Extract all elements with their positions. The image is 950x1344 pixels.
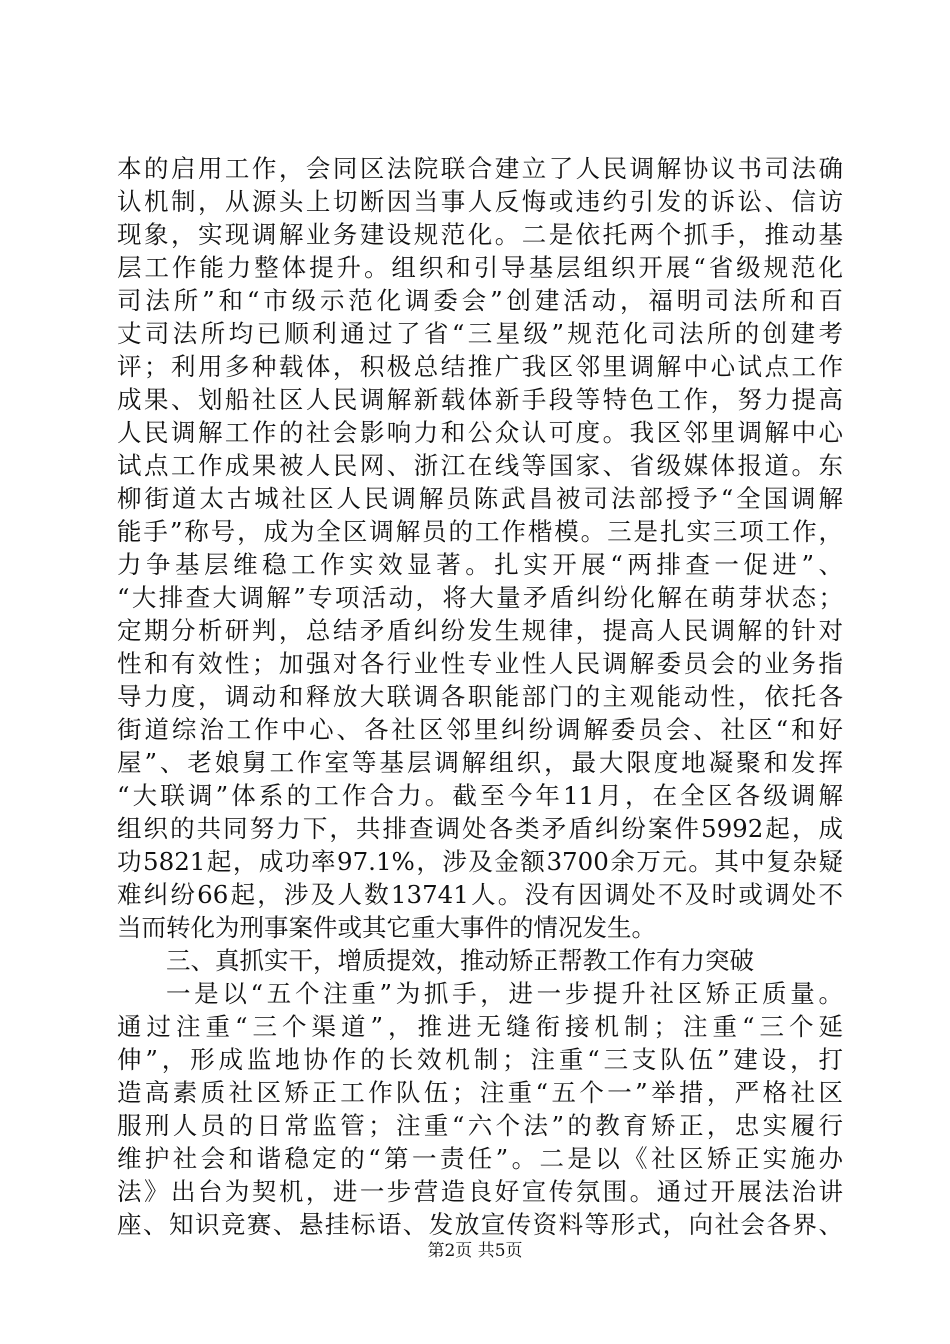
- text-line: 一是以“五个注重”为抓手，进一步提升社区矫正质量。: [166, 979, 843, 1008]
- text-line: 屋”、老娘舅工作室等基层调解组织，最大限度地凝聚和发挥: [117, 748, 843, 777]
- text-line: 能手”称号，成为全区调解员的工作楷模。三是扎实三项工作，: [117, 517, 843, 546]
- text-line: 功5821起，成功率97.1%，涉及金额3700余万元。其中复杂疑: [117, 847, 843, 876]
- text-line: 难纠纷66起，涉及人数13741人。没有因调处不及时或调处不: [117, 880, 843, 909]
- document-body: [117, 152, 843, 1241]
- text-line: 服刑人员的日常监管；注重“六个法”的教育矫正，忠实履行: [117, 1111, 843, 1140]
- text-line: 丈司法所均已顺利通过了省“三星级”规范化司法所的创建考: [117, 319, 843, 348]
- text-line: 三、真抓实干，增质提效，推动矫正帮教工作有力突破: [166, 946, 754, 975]
- text-line: 伸”，形成监地协作的长效机制；注重“三支队伍”建设，打: [117, 1045, 843, 1074]
- text-line: 造高素质社区矫正工作队伍；注重“五个一”举措，严格社区: [117, 1078, 843, 1107]
- text-line: “大排查大调解”专项活动，将大量矛盾纠纷化解在萌芽状态；: [117, 583, 843, 612]
- text-line: 试点工作成果被人民网、浙江在线等国家、省级媒体报道。东: [117, 451, 843, 480]
- text-line: 成果、划船社区人民调解新载体新手段等特色工作，努力提高: [117, 385, 843, 414]
- text-line: 认机制，从源头上切断因当事人反悔或违约引发的诉讼、信访: [117, 187, 843, 216]
- text-line: 性和有效性；加强对各行业性专业性人民调解委员会的业务指: [117, 649, 843, 678]
- text-line: 定期分析研判，总结矛盾纠纷发生规律，提高人民调解的针对: [117, 616, 843, 645]
- text-line: 组织的共同努力下，共排查调处各类矛盾纠纷案件5992起，成: [117, 814, 843, 843]
- text-line: 司法所”和“市级示范化调委会”创建活动，福明司法所和百: [117, 286, 843, 315]
- text-line: 通过注重“三个渠道”，推进无缝衔接机制；注重“三个延: [117, 1012, 843, 1041]
- text-line: 人民调解工作的社会影响力和公众认可度。我区邻里调解中心: [117, 418, 843, 447]
- text-line: 法》出台为契机，进一步营造良好宣传氛围。通过开展法治讲: [117, 1177, 843, 1206]
- text-line: 本的启用工作，会同区法院联合建立了人民调解协议书司法确: [117, 154, 843, 183]
- text-line: 维护社会和谐稳定的“第一责任”。二是以《社区矫正实施办: [117, 1144, 843, 1173]
- text-line: 当而转化为刑事案件或其它重大事件的情况发生。: [117, 913, 656, 942]
- text-line: 街道综治工作中心、各社区邻里纠纷调解委员会、社区“和好: [117, 715, 843, 744]
- text-line: 导力度，调动和释放大联调各职能部门的主观能动性，依托各: [117, 682, 843, 711]
- page-footer: 第2页 共5页: [427, 1241, 523, 1261]
- text-line: 层工作能力整体提升。组织和引导基层组织开展“省级规范化: [117, 253, 843, 282]
- text-line: “大联调”体系的工作合力。截至今年11月，在全区各级调解: [117, 781, 843, 810]
- text-line: 评；利用多种载体，积极总结推广我区邻里调解中心试点工作: [117, 352, 843, 381]
- text-line: 柳街道太古城社区人民调解员陈武昌被司法部授予“全国调解: [117, 484, 843, 513]
- text-line: 现象，实现调解业务建设规范化。二是依托两个抓手，推动基: [117, 220, 843, 249]
- text-line: 力争基层维稳工作实效显著。扎实开展“两排查一促进”、: [117, 550, 843, 579]
- text-line: 座、知识竞赛、悬挂标语、发放宣传资料等形式，向社会各界、: [117, 1210, 843, 1239]
